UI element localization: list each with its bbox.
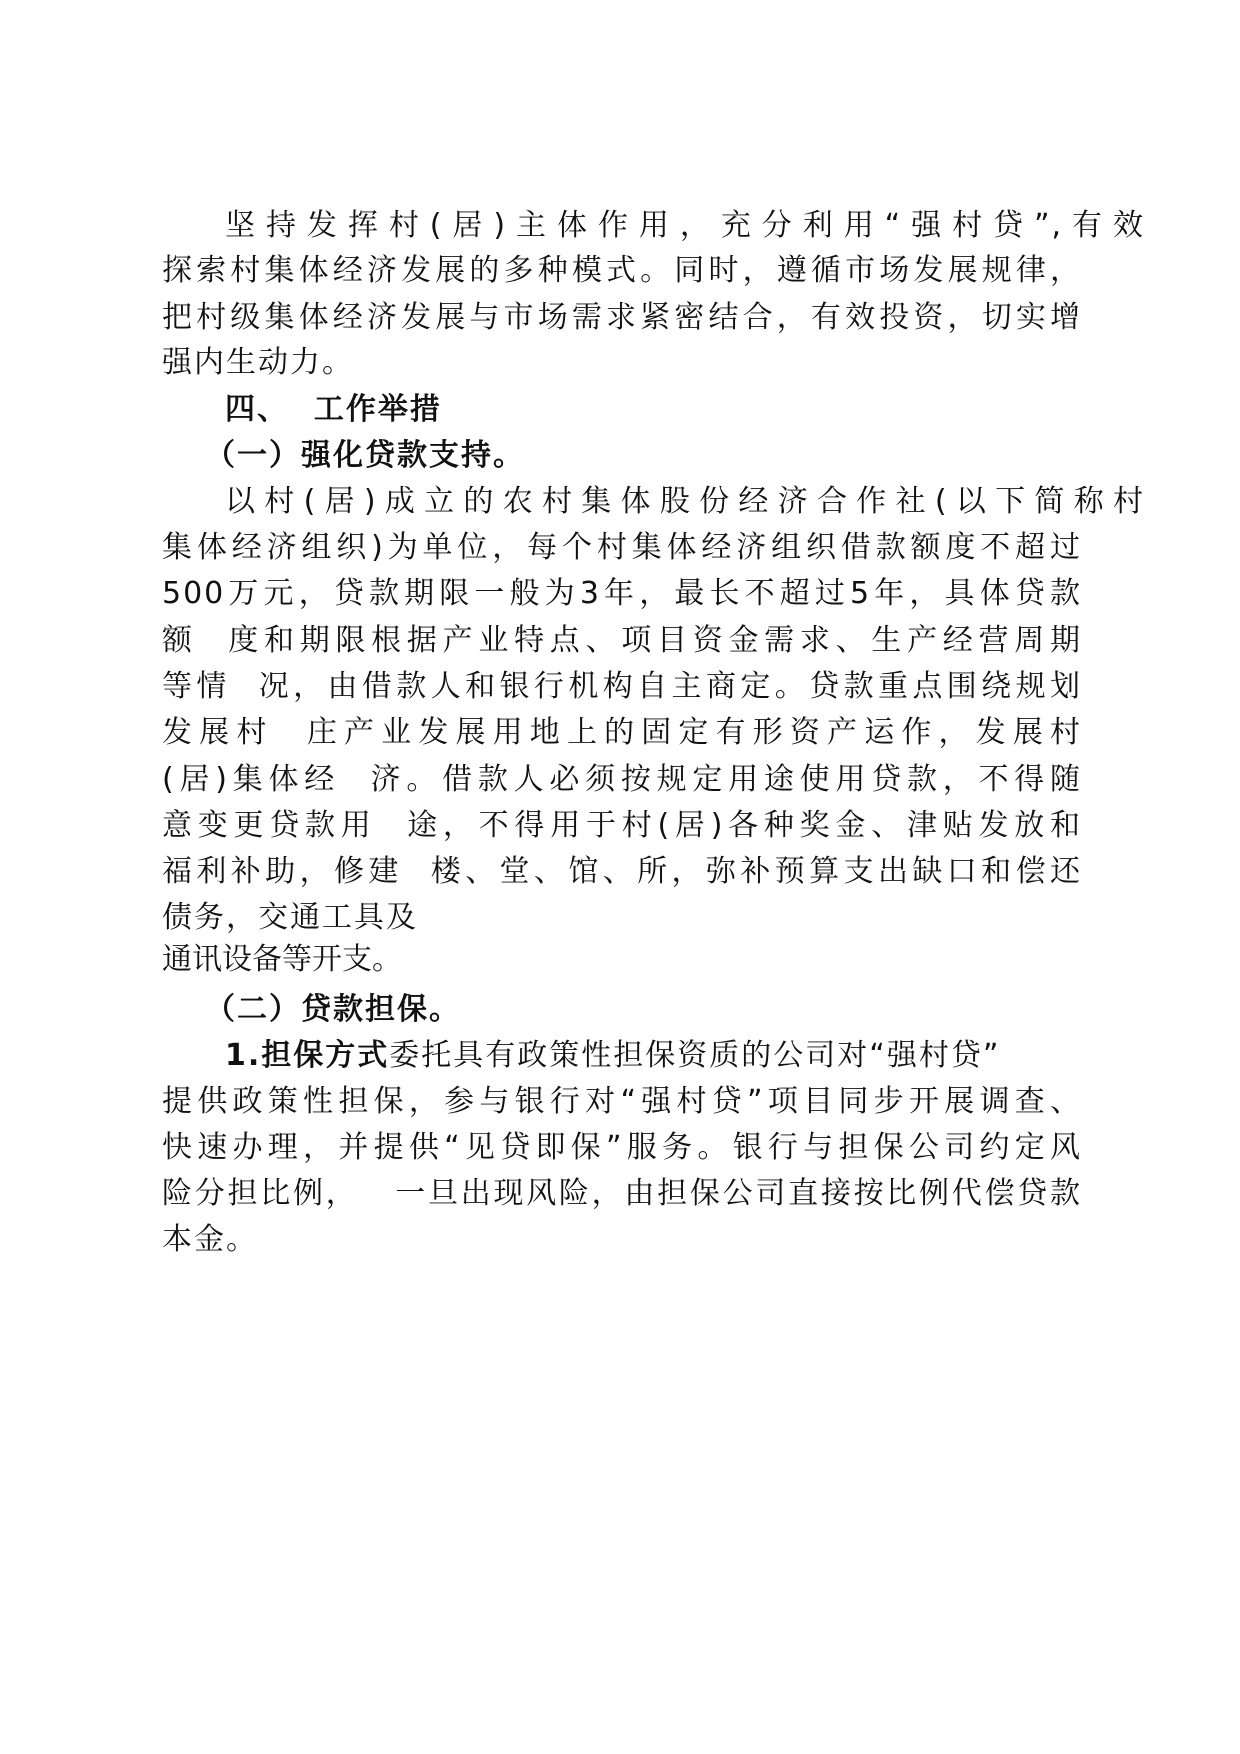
paragraph-line: 福利补助，修建 楼、堂、馆、所，弥补预算支出缺口和偿还 [162,854,1082,889]
paragraph-line: 险分担比例， 一旦出现风险，由担保公司直接按比例代偿贷款 [162,1176,1082,1211]
sub-heading: （一）强化贷款支持。 [205,438,525,473]
paragraph-line: 本金。 [162,1222,258,1257]
lead-rest: 委托具有政策性担保资质的公司对“强村贷” [389,1038,1001,1073]
paragraph-line: 集体经济组织)为单位，每个村集体经济组织借款额度不超过 [162,530,1082,565]
sub-heading: （二）贷款担保。 [205,992,461,1027]
lead-term: 1.担保方式 [225,1038,390,1073]
paragraph-line: 债务，交通工具及 [162,900,418,935]
paragraph-line: 500万元，贷款期限一般为3年，最长不超过5年，具体贷款 [162,576,1082,611]
paragraph-line: 把村级集体经济发展与市场需求紧密结合，有效投资，切实增 [162,300,1082,335]
paragraph-line: 以村(居)成立的农村集体股份经济合作社(以下简称村 [225,484,1145,519]
paragraph-line: 探索村集体经济发展的多种模式。同时，遵循市场发展规律， [162,253,1082,288]
paragraph-line: (居)集体经 济。借款人必须按规定用途使用贷款，不得随 [162,762,1082,797]
paragraph-line: 等情 况，由借款人和银行机构自主商定。贷款重点围绕规划 [162,669,1082,704]
paragraph-line [225,1036,1082,1076]
paragraph-line: 发展村 庄产业发展用地上的固定有形资产运作，发展村 [162,715,1082,750]
paragraph-line: 额 度和期限根据产业特点、项目资金需求、生产经营周期 [162,623,1082,658]
paragraph-line: 提供政策性担保，参与银行对“强村贷”项目同步开展调查、 [162,1084,1082,1119]
paragraph-line: 通讯设备等开支。 [162,942,402,977]
paragraph-line: 坚持发挥村(居)主体作用，充分利用“强村贷”,有效 [225,208,1145,243]
section-heading: 四、 工作举措 [225,392,442,427]
paragraph-line: 快速办理，并提供“见贷即保”服务。银行与担保公司约定风 [162,1130,1082,1165]
paragraph-line: 意变更贷款用 途，不得用于村(居)各种奖金、津贴发放和 [162,808,1082,843]
paragraph-line: 强内生动力。 [162,345,354,380]
